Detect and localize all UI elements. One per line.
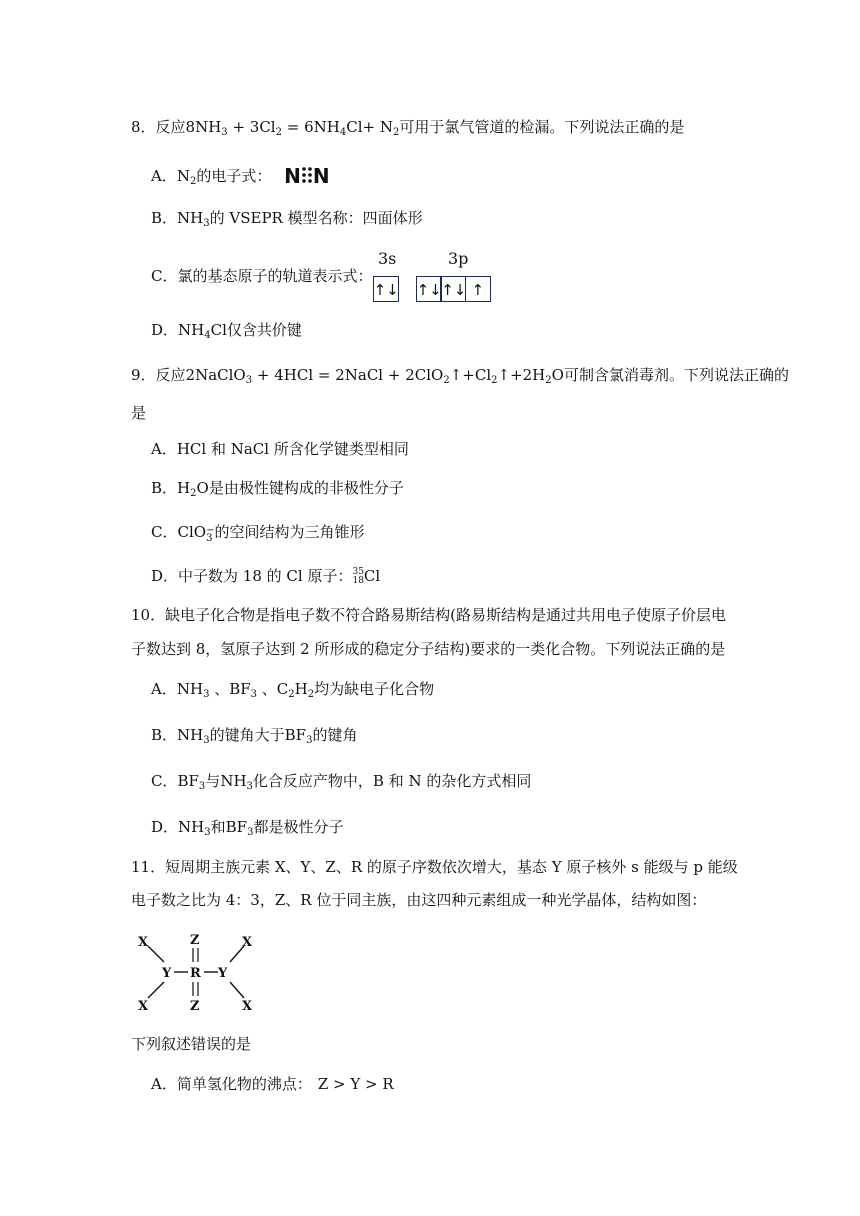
atom-y: Y (162, 966, 172, 981)
orbital-3p-label: 3p (448, 249, 469, 268)
orbital-3s-box: ↑↓ (373, 276, 399, 302)
q9-option-a: A．HCl 和 NaCl 所含化学键类型相同 (151, 440, 409, 458)
q8-option-d: D．$NH_4Cl$仅含共价键 (151, 321, 302, 341)
q8-option-a: A．$N_2$的电子式： N N (151, 164, 330, 188)
q9-option-d: D．中子数为 18 的 Cl 原子： 35 18 Cl (151, 567, 381, 586)
q8-option-c: C．氯的基态原子的轨道表示式： (151, 267, 373, 285)
q11-stem-line1: 11．短周期主族元素 X、Y、Z、R 的原子序数依次增大，基态 Y 原子核外 s 能级与 p 能级 (131, 858, 738, 876)
q9-stem: 9．反应2NaClO$_3$ + 4HCl = 2NaCl + $2ClO_2↑+Cl_2↑+2H_2O$可制含氯消毒剂。下列说法正确的 (131, 366, 789, 386)
q10-stem-line2: 子数达到 8，氢原子达到 2 所形成的稳定分子结构)要求的一类化合物。下列说法正确的是 (131, 640, 726, 658)
q11-stem-line3: 下列叙述错误的是 (131, 1035, 252, 1053)
q9-stem-cont: 是 (131, 404, 147, 422)
q10-option-b: B．$NH_3$的键角大于$BF_3$的键角 (151, 726, 358, 746)
n2-electron-formula: N N (284, 164, 330, 188)
q8-stem: 8．反应$8NH_3 + 3Cl_2 = 6NH_4Cl+ N_2$可用于氯气管道的检漏。下列说法正确的是 (131, 118, 685, 138)
q8-option-b: B．$NH_3$的 VSEPR 模型名称：四面体形 (151, 209, 423, 229)
q9-option-c: C．ClO − 3 的空间结构为三角锥形 (151, 523, 365, 544)
atom-y: Y (218, 966, 228, 981)
q10-option-d: D．$NH_3$和$BF_3$都是极性分子 (151, 818, 344, 838)
q11-stem-line2: 电子数之比为 4：3，Z、R 位于同主族，由这四种元素组成一种光学晶体，结构如图： (131, 891, 707, 909)
atom-z: Z (190, 999, 200, 1014)
atom-x: X (138, 999, 149, 1014)
orbital-3p-box: ↑ (465, 276, 491, 302)
atom-r: R (190, 966, 201, 981)
orbital-3s-label: 3s (378, 249, 397, 268)
q9-option-b: B．$H_2O$是由极性键构成的非极性分子 (151, 479, 404, 499)
q11-option-a: A．简单氢化物的沸点： Z > Y > R (151, 1075, 394, 1093)
atom-z: Z (190, 933, 200, 948)
q10-option-a: A．$NH_3$ 、$BF_3$ 、$C_2H_2$均为缺电子化合物 (151, 680, 435, 700)
atom-x: X (242, 935, 253, 950)
q10-stem-line1: 10．缺电子化合物是指电子数不符合路易斯结构(路易斯结构是通过共用电子使原子价层电 (131, 606, 726, 624)
atom-x: X (242, 999, 253, 1014)
orbital-3p-box: ↑↓ (440, 276, 466, 302)
crystal-structure-diagram (132, 930, 262, 1024)
orbital-3p-box: ↑↓ (416, 276, 442, 302)
q10-option-c: C．$BF_3$与$NH_3$化合反应产物中，B 和 N 的杂化方式相同 (151, 772, 532, 792)
atom-x: X (138, 935, 149, 950)
